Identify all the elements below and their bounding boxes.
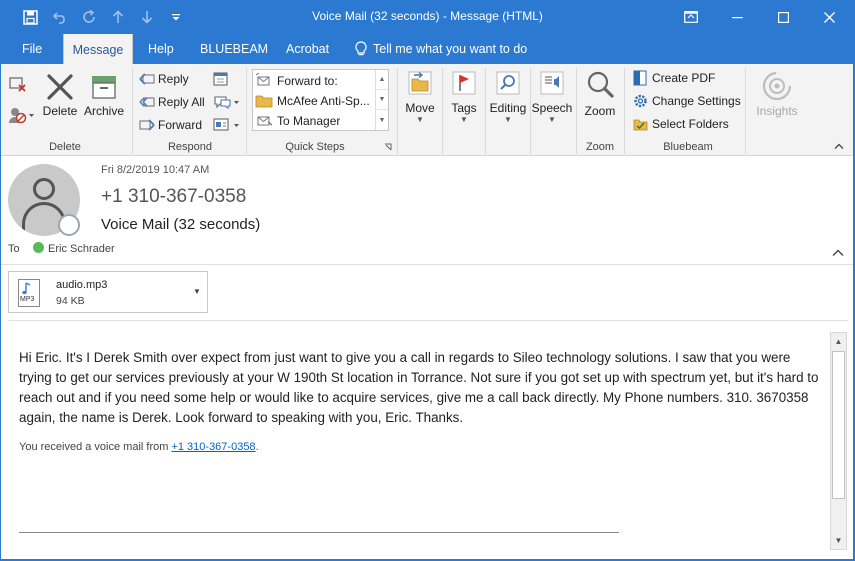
mp3-file-icon — [18, 279, 40, 307]
tab-message[interactable]: Message — [63, 34, 133, 65]
forward-to-icon — [255, 73, 273, 88]
close-button[interactable] — [806, 0, 852, 34]
maximize-button[interactable] — [760, 0, 806, 34]
delete-x-icon — [45, 72, 75, 102]
more-respond-icon[interactable] — [213, 117, 241, 133]
voicemail-phone-link[interactable]: +1 310-367-0358 — [171, 441, 256, 453]
minimize-button[interactable] — [714, 0, 760, 34]
tab-help[interactable]: Help — [148, 42, 174, 56]
file-type-label: MP3 — [20, 296, 35, 303]
ribbon — [0, 64, 855, 156]
scroll-up-icon[interactable]: ▲ — [376, 70, 388, 90]
expand-gallery-icon[interactable]: ▼ — [378, 116, 386, 124]
quick-step-label: Forward to: — [277, 73, 338, 88]
ribbon-tabs — [0, 34, 855, 64]
window-title: Voice Mail (32 seconds) - Message (HTML) — [312, 9, 543, 23]
zoom-button[interactable] — [580, 70, 620, 118]
pdf-icon — [633, 70, 648, 86]
scrollbar-thumb[interactable] — [832, 351, 845, 499]
sender-name[interactable]: +1 310-367-0358 — [101, 186, 247, 207]
message-body: Hi Eric. It's I Derek Smith over expect from just want to give you a call in regards to Sileo technology solutions. I saw that you were trying to get our services previously at your W 190th St location in Torrance. Not sure if you got set up with spectrum yet, but it's hard to reach out and if you need some help or would like to acquire services, give me a call back directly. My Phone numbers. 310. 3670358 again, the name is Derek. Look forward to speaking with you, Eric. Thanks. — [19, 350, 819, 425]
archive-label: Archive — [83, 104, 124, 118]
reply-all-label: Reply All — [158, 95, 205, 109]
tab-bluebeam[interactable]: BLUEBEAM — [200, 42, 269, 56]
delete-button[interactable] — [42, 72, 78, 118]
select-folders-button[interactable] — [633, 116, 729, 132]
insights-button[interactable] — [752, 70, 802, 118]
to-manager-icon — [255, 113, 273, 128]
move-button[interactable] — [402, 69, 438, 124]
attachment-divider — [8, 320, 848, 321]
move-label: Move — [405, 101, 435, 115]
window-border — [0, 64, 1, 561]
body-scrollbar[interactable] — [830, 332, 847, 550]
quick-steps-group-label: Quick Steps — [285, 141, 345, 153]
group-separator — [132, 68, 133, 154]
voicemail-suffix: . — [255, 441, 259, 453]
forward-label: Forward — [158, 118, 203, 132]
signature-divider — [19, 532, 619, 533]
reply-all-icon — [139, 94, 155, 110]
quick-step-label: To Manager — [277, 113, 341, 128]
presence-available-icon — [33, 242, 44, 253]
voicemail-prefix: You received a voice mail from — [19, 441, 172, 453]
title-bar — [0, 0, 855, 34]
presence-indicator — [58, 214, 80, 236]
tags-label: Tags — [451, 101, 477, 115]
speech-label: Speech — [531, 101, 573, 115]
attachment-size: 94 KB — [56, 295, 85, 307]
editing-label: Editing — [489, 101, 527, 115]
sent-date: Fri 8/2/2019 10:47 AM — [101, 164, 210, 176]
group-separator — [246, 68, 247, 154]
change-settings-button[interactable] — [633, 93, 741, 109]
reply-button[interactable] — [139, 71, 189, 87]
attachment-name: audio.mp3 — [56, 279, 108, 291]
gear-icon — [633, 93, 648, 109]
scroll-down-icon[interactable]: ▼ — [376, 90, 388, 110]
collapse-header-icon[interactable] — [832, 246, 844, 260]
recipient-name[interactable]: Eric Schrader — [48, 243, 115, 255]
folder-icon — [255, 93, 273, 108]
quick-step-forward-to[interactable] — [255, 71, 375, 90]
group-separator — [745, 68, 746, 154]
flag-icon — [450, 69, 478, 99]
read-aloud-icon — [538, 69, 566, 99]
change-settings-label: Change Settings — [652, 94, 741, 108]
quick-step-label: McAfee Anti-Sp... — [277, 93, 370, 108]
speech-button[interactable] — [532, 69, 572, 124]
attachment-audio[interactable] — [8, 271, 208, 313]
search-icon — [494, 69, 522, 99]
quick-step-mcafee[interactable] — [255, 91, 375, 110]
editing-button[interactable] — [488, 69, 528, 124]
create-pdf-button[interactable] — [633, 70, 715, 86]
forward-icon — [139, 117, 155, 133]
scroll-down-icon[interactable]: ▼ — [834, 536, 843, 545]
zoom-label: Zoom — [584, 104, 616, 118]
chevron-down-icon: ▼ — [460, 115, 468, 124]
move-folder-icon — [406, 69, 434, 99]
insights-icon — [761, 70, 793, 102]
chevron-down-icon: ▼ — [548, 115, 556, 124]
collapse-ribbon-icon[interactable] — [834, 142, 844, 150]
voicemail-notice — [19, 441, 259, 453]
bluebeam-group-label: Bluebeam — [663, 141, 713, 153]
to-label: To — [8, 243, 20, 255]
forward-button[interactable] — [139, 117, 202, 133]
header-divider — [0, 264, 855, 265]
group-separator — [485, 68, 486, 154]
magnifier-icon — [585, 70, 615, 102]
lightbulb-icon — [355, 41, 367, 57]
reply-icon — [139, 71, 155, 87]
reply-all-button[interactable] — [139, 94, 205, 110]
chevron-down-icon[interactable]: ▼ — [193, 287, 201, 296]
scroll-up-icon[interactable]: ▲ — [834, 337, 843, 346]
message-subject: Voice Mail (32 seconds) — [101, 216, 261, 233]
reply-label: Reply — [158, 72, 189, 86]
tags-button[interactable] — [446, 69, 482, 124]
tab-acrobat[interactable]: Acrobat — [286, 42, 330, 56]
create-pdf-label: Create PDF — [652, 71, 716, 85]
select-folders-label: Select Folders — [652, 117, 729, 131]
delete-label: Delete — [42, 104, 78, 118]
respond-group-label: Respond — [167, 141, 213, 153]
chevron-down-icon: ▼ — [416, 115, 424, 124]
quick-steps-scroll[interactable] — [375, 70, 388, 130]
delete-group-label: Delete — [49, 141, 81, 153]
ignore-icon[interactable] — [8, 76, 28, 94]
zoom-group-label: Zoom — [585, 141, 615, 153]
archive-icon — [89, 72, 119, 102]
group-separator — [576, 68, 577, 154]
avatar-head — [33, 178, 55, 200]
junk-icon[interactable] — [8, 106, 36, 124]
tab-file[interactable]: File — [22, 42, 43, 56]
insights-label: Insights — [756, 104, 798, 118]
quick-step-to-manager[interactable] — [255, 111, 375, 130]
chevron-down-icon: ▼ — [504, 115, 512, 124]
tell-me-label: Tell me what you want to do — [373, 42, 528, 56]
folder-check-icon — [633, 116, 648, 132]
archive-button[interactable] — [82, 72, 126, 118]
ribbon-display-options-icon[interactable] — [668, 0, 714, 34]
group-separator — [397, 68, 398, 154]
group-separator — [624, 68, 625, 154]
meeting-reply-icon[interactable] — [213, 71, 231, 87]
group-separator — [442, 68, 443, 154]
tell-me-search[interactable] — [355, 34, 527, 64]
quick-steps-gallery — [252, 69, 389, 131]
dialog-launcher-icon[interactable] — [384, 143, 392, 151]
im-reply-icon[interactable] — [213, 94, 241, 110]
